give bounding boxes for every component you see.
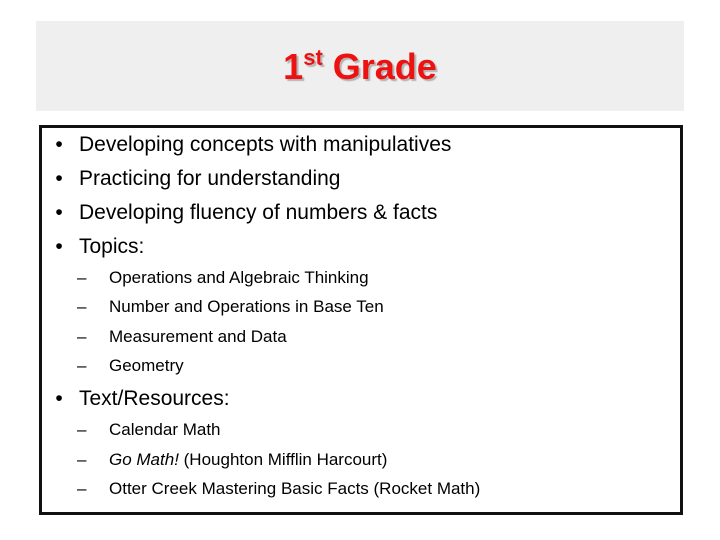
slide-title bbox=[36, 45, 684, 89]
resource-text: Otter Creek Mastering Basic Facts (Rocket Math) bbox=[109, 479, 481, 498]
bullet-marker: • bbox=[55, 387, 63, 410]
dash-marker: – bbox=[77, 297, 87, 316]
topic-text: Operations and Algebraic Thinking bbox=[109, 268, 369, 287]
topic-text: Measurement and Data bbox=[109, 327, 287, 346]
dash-marker: – bbox=[77, 327, 87, 346]
dash-marker: – bbox=[77, 420, 87, 439]
title-band bbox=[36, 21, 684, 111]
bullet-marker: • bbox=[55, 235, 63, 258]
title-word: Grade bbox=[322, 46, 437, 87]
dash-marker: – bbox=[77, 450, 87, 469]
topic-text: Geometry bbox=[109, 356, 184, 375]
dash-marker: – bbox=[77, 356, 87, 375]
content-box bbox=[39, 125, 683, 515]
bullet-text: Developing concepts with manipulatives bbox=[79, 133, 452, 156]
bullet-marker: • bbox=[55, 201, 63, 224]
resource-title-italic: Go Math! bbox=[109, 450, 179, 469]
topic-text: Number and Operations in Base Ten bbox=[109, 297, 384, 316]
bullet-text: Text/Resources: bbox=[79, 387, 230, 410]
title-number: 1 bbox=[283, 46, 304, 87]
resource-text: Calendar Math bbox=[109, 420, 221, 439]
dash-marker: – bbox=[77, 479, 87, 498]
bullet-text: Developing fluency of numbers & facts bbox=[79, 201, 438, 224]
resource-text bbox=[109, 449, 387, 471]
bullet-marker: • bbox=[55, 133, 63, 156]
bullet-text: Practicing for understanding bbox=[79, 167, 341, 190]
bullet-text: Topics: bbox=[79, 235, 145, 258]
title-superscript: st bbox=[303, 45, 323, 70]
dash-marker: – bbox=[77, 268, 87, 287]
bullet-marker: • bbox=[55, 167, 63, 190]
resource-publisher: (Houghton Mifflin Harcourt) bbox=[178, 450, 388, 469]
